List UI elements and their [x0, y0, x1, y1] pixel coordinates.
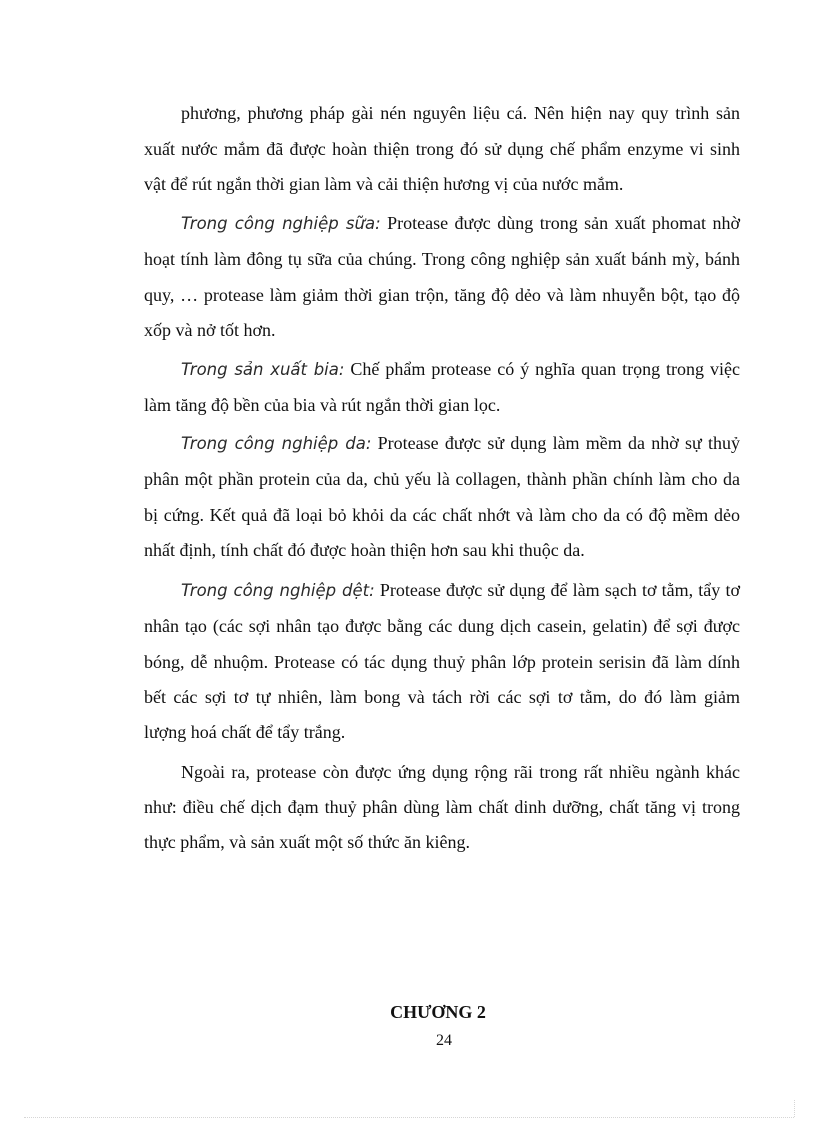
paragraph-dairy-text: Protease được dùng trong sản xuất phomat nhờ — [380, 213, 741, 233]
paragraph-textile-line-1 — [181, 579, 740, 602]
paragraph-1-line-1: phương, phương pháp gài nén nguyên liệu cá. Nên hiện nay quy trình sản — [181, 103, 740, 123]
paragraph-textile-text: Protease được sử dụng để làm sạch tơ tằm, tẩy tơ — [374, 580, 740, 600]
paragraph-textile-line-4: bết các sợi tơ tự nhiên, làm bong và tách rời các sợi tơ tằm, do đó làm giảm — [144, 687, 740, 707]
paragraph-other-line-2: như: điều chế dịch đạm thuỷ phân dùng làm chất dinh dưỡng, chất tăng vị trong — [144, 797, 740, 817]
page-bottom-border — [24, 1117, 794, 1118]
paragraph-dairy-italic-lead: Trong công nghiệp sữa: — [181, 214, 381, 233]
paragraph-leather-text: Protease được sử dụng làm mềm da nhờ sự thuỷ — [371, 433, 740, 453]
paragraph-other-line-3: thực phẩm, và sản xuất một số thức ăn kiêng. — [144, 832, 470, 852]
paragraph-other-line-1: Ngoài ra, protease còn được ứng dụng rộng rãi trong rất nhiều ngành khác — [181, 762, 740, 782]
paragraph-leather-line-3: bị cứng. Kết quả đã loại bỏ khỏi da các chất nhớt và làm cho da có độ mềm dẻo — [144, 505, 740, 525]
paragraph-1-line-2: xuất nước mắm đã được hoàn thiện trong đó sử dụng chế phẩm enzyme vi sinh — [144, 139, 740, 159]
paragraph-textile-italic-lead: Trong công nghiệp dệt: — [181, 581, 375, 600]
page-number: 24 — [436, 1032, 452, 1049]
paragraph-leather-line-4: nhất định, tính chất đó được hoàn thiện hơn sau khi thuộc da. — [144, 540, 585, 560]
paragraph-textile-line-2: nhân tạo (các sợi nhân tạo được bằng các dung dịch casein, gelatin) để sợi được — [144, 616, 740, 636]
paragraph-dairy-line-2: hoạt tính làm đông tụ sữa của chúng. Trong công nghiệp sản xuất bánh mỳ, bánh — [144, 249, 740, 269]
paragraph-dairy-line-1 — [181, 212, 740, 235]
paragraph-textile-line-3: bóng, dễ nhuộm. Protease có tác dụng thuỷ phân lớp protein serisin đã làm dính — [144, 652, 740, 672]
paragraph-1-line-3: vật để rút ngắn thời gian làm và cải thiện hương vị của nước mắm. — [144, 174, 624, 194]
paragraph-beer-line-2: làm tăng độ bền của bia và rút ngắn thời gian lọc. — [144, 395, 501, 415]
paragraph-beer-text: Chế phẩm protease có ý nghĩa quan trọng trong việc — [344, 359, 740, 379]
paragraph-dairy-line-3: quy, … protease làm giảm thời gian trộn, tăng độ dẻo và làm nhuyễn bột, tạo độ — [144, 285, 740, 305]
paragraph-leather-line-1 — [181, 432, 740, 455]
paragraph-leather-line-2: phân một phần protein của da, chủ yếu là collagen, thành phần chính làm cho da — [144, 469, 740, 489]
paragraph-beer-italic-lead: Trong sản xuất bia: — [181, 360, 345, 379]
paragraph-leather-italic-lead: Trong công nghiệp da: — [181, 434, 372, 453]
chapter-heading: CHƯƠNG 2 — [390, 1002, 486, 1022]
paragraph-textile-line-5: lượng hoá chất để tẩy trắng. — [144, 722, 346, 742]
page-corner-border — [794, 1100, 795, 1117]
paragraph-beer-line-1 — [181, 358, 740, 381]
paragraph-dairy-line-4: xốp và nở tốt hơn. — [144, 320, 276, 340]
